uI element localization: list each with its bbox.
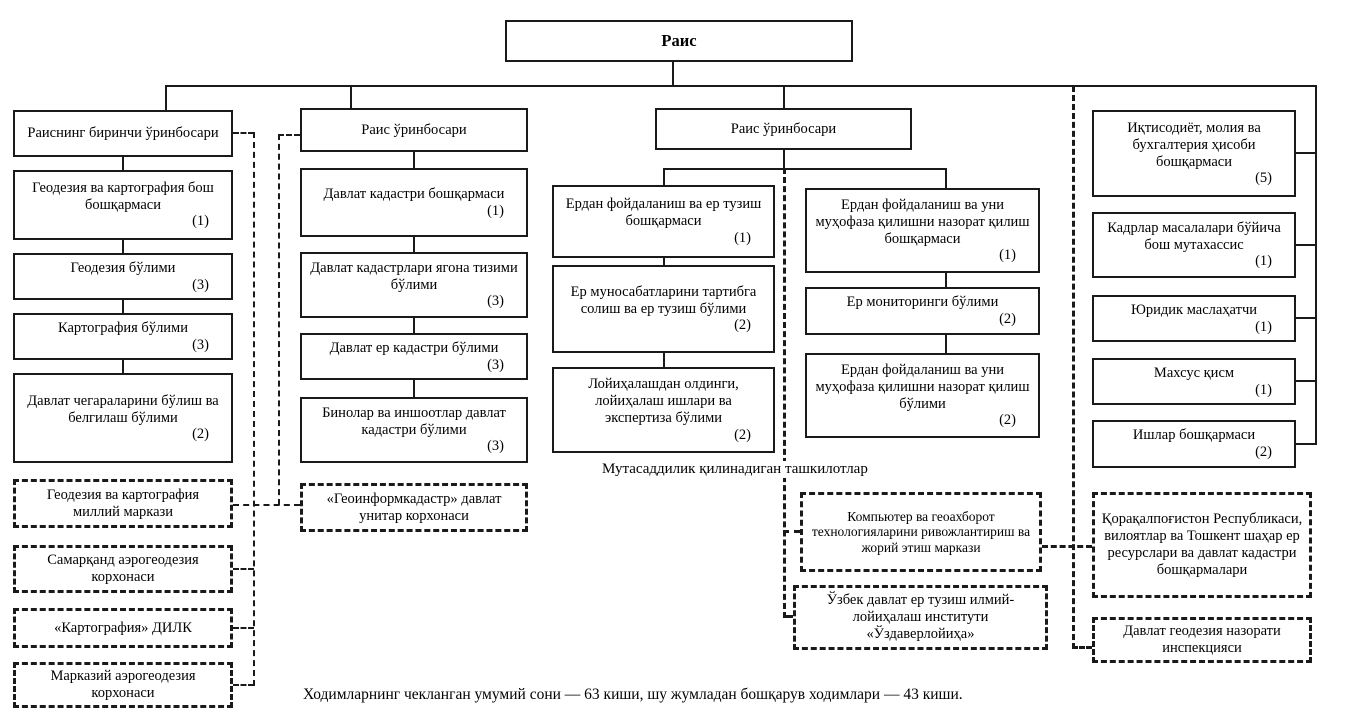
col3-left-box-1 — [552, 185, 775, 258]
col4-box-1 — [1092, 110, 1296, 197]
staff-count: (1) — [192, 213, 209, 230]
chairman-title: Раис — [661, 31, 697, 51]
box-title: Ер муносабатларини тартибга солиш ва ер тузиш бўлими — [570, 283, 757, 317]
box-title: Давлат кадастри бошқармаси — [323, 185, 505, 202]
box-title: Иқтисодиёт, молия ва бухгалтерия ҳисоби бошқармаси — [1127, 119, 1261, 170]
box-title: Лойиҳалашдан олдинги, лойиҳалаш ишлари ва экспертиза бўлими — [588, 376, 739, 426]
box-title: Бинолар ва иншоотлар давлат кадастри бўлими — [322, 404, 506, 438]
box-title: Геодезия бўлими — [70, 259, 176, 276]
col1-head-title: Раиснинг биринчи ўринбосари — [27, 125, 219, 142]
connector-col2-stem-4 — [413, 380, 415, 397]
col4-box-4 — [1092, 358, 1296, 405]
dashed-stub-col1-d3 — [233, 627, 254, 629]
connector-main-horizontal — [165, 85, 1317, 87]
col3-dashed-box-1 — [800, 492, 1042, 572]
col3-right-box-1 — [805, 188, 1040, 273]
col3-head-box — [655, 108, 912, 150]
connector-col1-stem-1 — [122, 157, 124, 170]
box-title: Давлат геодезия назорати инспекцияси — [1123, 623, 1281, 656]
box-title: Картография бўлими — [57, 319, 188, 336]
connector-col3-right-stem-1 — [945, 273, 947, 287]
dashed-stub-col3-d2 — [783, 615, 793, 618]
col2-head-box — [300, 108, 528, 152]
connector-col3-split — [663, 168, 947, 170]
col1-dashed-box-1 — [13, 479, 233, 528]
box-title: Геодезия ва картография миллий маркази — [46, 486, 200, 520]
col3-right-box-3 — [805, 353, 1040, 438]
connector-col2-stem-3 — [413, 318, 415, 333]
dashed-stub-col1-d2 — [233, 568, 254, 570]
staff-count: (1) — [1255, 318, 1272, 335]
connector-col4-stub-2 — [1296, 244, 1317, 246]
dashed-rail-col2 — [278, 134, 280, 505]
box-title: Марказий аэрогеодезия корхонаси — [50, 668, 196, 701]
col1-dashed-box-4 — [13, 662, 233, 708]
connector-col4-stub-3 — [1296, 317, 1317, 319]
connector-col1-stem-2 — [122, 240, 124, 253]
box-title: Давлат кадастрлари ягона тизими бўлими — [310, 259, 518, 293]
staff-count: (1) — [1255, 253, 1272, 270]
box-title: Геодезия ва картография бош бошқармаси — [32, 179, 214, 213]
box-title: Ер мониторинги бўлими — [846, 294, 999, 311]
col2-box-3 — [300, 333, 528, 380]
col2-box-2 — [300, 252, 528, 318]
box-title: Давлат ер кадастри бўлими — [329, 339, 499, 356]
staff-count: (2) — [734, 426, 751, 443]
connector-col3-stem — [783, 150, 785, 168]
connector-col4-stub-1 — [1296, 152, 1317, 154]
col4-box-3 — [1092, 295, 1296, 342]
box-title: Давлат чегараларини бўлиш ва белгилаш бўлими — [27, 392, 219, 426]
staff-count: (2) — [1255, 444, 1272, 460]
connector-col3-right-drop — [945, 168, 947, 188]
connector-col4-stub-5 — [1296, 443, 1317, 445]
connector-chairman-stem — [672, 62, 674, 86]
box-title: Махсус қисм — [1153, 364, 1235, 381]
staff-count: (3) — [487, 293, 504, 310]
dashed-rail-col4 — [1072, 86, 1075, 649]
staff-count: (2) — [192, 426, 209, 443]
staff-count: (3) — [487, 356, 504, 373]
connector-drop-col3 — [783, 85, 785, 109]
connector-col2-stem-1 — [413, 152, 415, 168]
dashed-stub-col4-d2 — [1072, 646, 1092, 649]
box-title: Ўзбек давлат ер тузиш илмий-лойиҳалаш институти «Ўздаверлойиҳа» — [826, 592, 1015, 642]
staff-count: (3) — [192, 336, 209, 353]
dashed-link-col1-col2-subordinates — [233, 504, 300, 506]
connector-col3-right-stem-2 — [945, 335, 947, 353]
dashed-rail-col1 — [253, 132, 255, 686]
dashed-stub-col2-head — [278, 134, 300, 136]
box-title: Юридик маслаҳатчи — [1130, 301, 1258, 318]
col3-left-box-2 — [552, 265, 775, 353]
connector-drop-col2 — [350, 85, 352, 109]
staff-count: (1) — [1255, 381, 1272, 398]
staff-count: (3) — [487, 438, 504, 455]
connector-col3-left-stem-1 — [663, 258, 665, 265]
connector-col3-left-drop — [663, 168, 665, 185]
col3-head-title: Раис ўринбосари — [730, 120, 837, 137]
box-title: Ердан фойдаланиш ва ер тузиш бошқармаси — [565, 196, 762, 230]
col4-dashed-box-2 — [1092, 617, 1312, 663]
col2-box-4 — [300, 397, 528, 463]
box-title: Ердан фойдаланиш ва уни муҳофаза қилишни назорат қилиш бўлими — [815, 361, 1030, 412]
col1-box-2 — [13, 253, 233, 300]
col1-box-3 — [13, 313, 233, 360]
col4-box-5 — [1092, 420, 1296, 468]
staff-count: (2) — [999, 412, 1016, 429]
col1-head-box — [13, 110, 233, 157]
col2-dashed-box-1 — [300, 483, 528, 532]
col1-box-1 — [13, 170, 233, 240]
staff-count: (1) — [999, 247, 1016, 264]
col2-head-title: Раис ўринбосари — [361, 121, 467, 138]
col3-left-box-3 — [552, 367, 775, 453]
staff-count: (5) — [1255, 170, 1272, 187]
connector-col4-rail — [1315, 85, 1317, 445]
connector-col2-stem-2 — [413, 237, 415, 252]
col3-right-box-2 — [805, 287, 1040, 335]
staff-count: (2) — [999, 311, 1016, 327]
dashed-stub-col1-head — [233, 132, 254, 134]
box-title: Компьютер ва геоахборот технологияларини ривожлантириш ва жорий этиш маркази — [811, 508, 1031, 555]
staff-count: (1) — [487, 202, 504, 219]
col4-dashed-box-1 — [1092, 492, 1312, 598]
chairman-box — [505, 20, 853, 62]
connector-col1-stem-3 — [122, 300, 124, 313]
dashed-link-col3-col4-subordinates — [1042, 545, 1092, 548]
col1-box-4 — [13, 373, 233, 463]
box-title: Қорақалпоғистон Республикаси, вилоятлар ва Тошкент шаҳар ер ресурслари ва давлат кадастри бошқармалари — [1101, 511, 1303, 578]
col4-box-2 — [1092, 212, 1296, 278]
connector-col3-left-stem-2 — [663, 353, 665, 367]
dashed-stub-col3-d1 — [783, 530, 800, 533]
box-title: Самарқанд аэрогеодезия корхонаси — [47, 552, 199, 585]
supervised-organizations-label: Мутасаддилик қилинадиган ташкилотлар — [598, 461, 872, 478]
connector-col1-stem-4 — [122, 360, 124, 373]
staff-count: (1) — [734, 229, 751, 246]
dashed-rail-col3 — [783, 168, 786, 618]
box-title: «Геоинформкадастр» давлат унитар корхонаси — [326, 490, 502, 524]
col1-dashed-box-2 — [13, 545, 233, 593]
staff-total-note: Ходимларнинг чекланган умумий сони — 63 киши, шу жумладан бошқарув ходимлари — 43 киши. — [303, 686, 963, 703]
box-title: Ишлар бошқармаси — [1132, 427, 1256, 444]
box-title: Ердан фойдаланиш ва уни муҳофаза қилишни назорат қилиш бошқармаси — [815, 196, 1030, 247]
col3-dashed-box-2 — [793, 585, 1048, 650]
connector-col4-stub-4 — [1296, 380, 1317, 382]
staff-count: (2) — [734, 317, 751, 334]
box-title: Кадрлар масалалари бўйича бош мутахассис — [1107, 219, 1281, 253]
col2-box-1 — [300, 168, 528, 237]
box-title: «Картография» ДИЛК — [54, 619, 192, 636]
col1-dashed-box-3 — [13, 608, 233, 648]
connector-drop-col1 — [165, 85, 167, 111]
staff-count: (3) — [192, 276, 209, 293]
dashed-stub-col1-d4 — [233, 684, 254, 686]
